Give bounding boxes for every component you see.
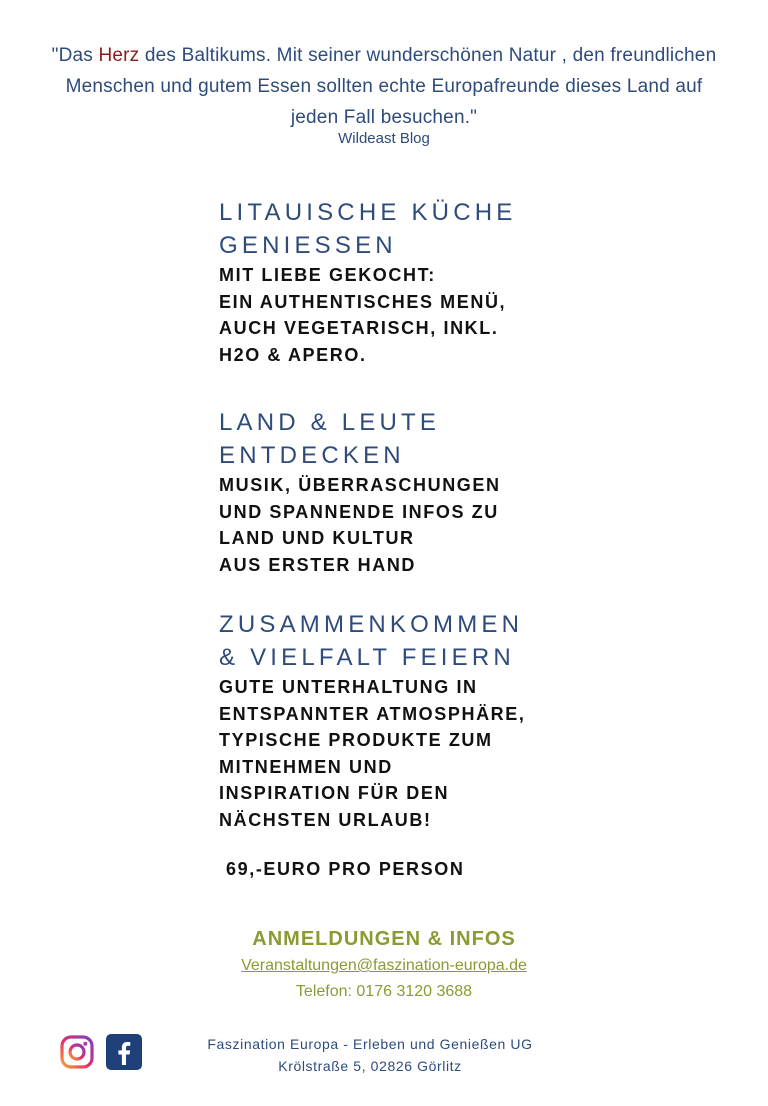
section-title-line: LITAUISCHE KÜCHE bbox=[219, 199, 517, 226]
section-body-line: NÄCHSTEN URLAUB! bbox=[219, 809, 432, 830]
section-body-line: INSPIRATION FÜR DEN bbox=[219, 783, 450, 803]
section-body bbox=[219, 674, 639, 833]
section-body-line: LAND UND KULTUR bbox=[219, 528, 415, 548]
section-body-line: UND SPANNENDE INFOS ZU bbox=[219, 501, 499, 522]
section-body-line: GUTE UNTERHALTUNG IN bbox=[219, 677, 478, 697]
section-body-line: MUSIK, ÜBERRASCHUNGEN bbox=[219, 475, 501, 495]
section-title bbox=[219, 608, 639, 674]
quote-text-start: "Das bbox=[51, 45, 99, 66]
quote-highlight-herz: Herz bbox=[98, 45, 140, 66]
section-title-line: ZUSAMMENKOMMEN bbox=[219, 611, 524, 638]
footer-street: Krölstraße 5, 02826 Görlitz bbox=[278, 1058, 462, 1074]
section-body-line: AUCH VEGETARISCH, INKL. bbox=[219, 318, 499, 338]
section-cuisine bbox=[219, 196, 639, 368]
section-title bbox=[219, 196, 639, 262]
footer-address bbox=[150, 1033, 590, 1077]
section-together bbox=[219, 608, 639, 833]
section-body-line: TYPISCHE PRODUKTE ZUM bbox=[219, 730, 493, 750]
section-body-line: EIN AUTHENTISCHES MENÜ, bbox=[219, 291, 507, 312]
quote-source: Wildeast Blog bbox=[338, 130, 430, 147]
section-body-line: AUS ERSTER HAND bbox=[219, 554, 417, 575]
contact-phone: Telefon: 0176 3120 3688 bbox=[295, 983, 473, 1000]
section-body bbox=[219, 262, 639, 368]
section-title-line: GENIESSEN bbox=[219, 232, 397, 259]
section-title bbox=[219, 406, 639, 472]
facebook-icon[interactable] bbox=[106, 1034, 142, 1070]
footer-company: Faszination Europa - Erleben und Genießen UG bbox=[207, 1036, 533, 1052]
price-label: 69,-EURO PRO PERSON bbox=[226, 859, 465, 879]
instagram-icon[interactable] bbox=[59, 1034, 95, 1070]
section-body-line: ENTSPANNTER ATMOSPHÄRE, bbox=[219, 703, 526, 724]
quote-text-end: des Baltikums. Mit seiner wunderschönen Natur , den freundlichen Menschen und gutem Essen sollten echte Europafreunde dieses Land auf jeden Fall besuchen." bbox=[65, 45, 717, 128]
section-body-line: MIT LIEBE GEKOCHT: bbox=[219, 265, 436, 285]
section-title-line: LAND & LEUTE bbox=[219, 409, 441, 436]
contact-heading: ANMELDUNGEN & INFOS bbox=[252, 928, 516, 950]
section-body bbox=[219, 472, 639, 578]
intro-quote bbox=[40, 40, 728, 133]
section-body-line: MITNEHMEN UND bbox=[219, 756, 393, 777]
section-title-line: & VIELFALT FEIERN bbox=[219, 644, 515, 671]
contact-email-link[interactable]: Veranstaltungen@faszination-europa.de bbox=[241, 957, 527, 974]
section-title-line: ENTDECKEN bbox=[219, 442, 405, 469]
section-body-line: H2O & APERO. bbox=[219, 344, 367, 365]
section-land-people bbox=[219, 406, 639, 578]
